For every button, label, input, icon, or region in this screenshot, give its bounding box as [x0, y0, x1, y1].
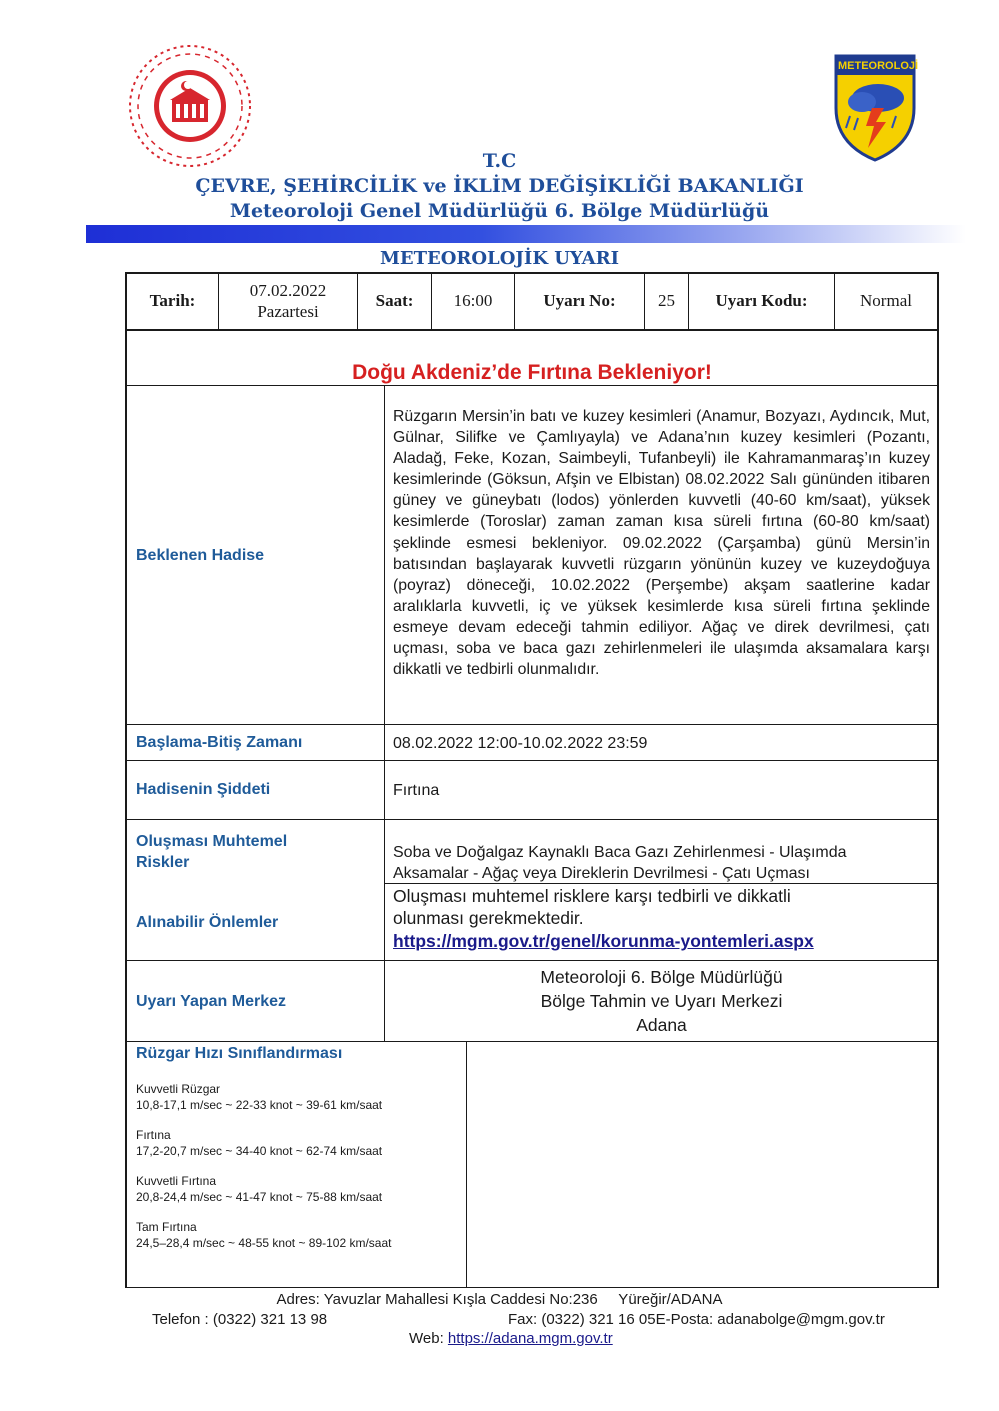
footer-web-label: Web: [409, 1330, 448, 1347]
document-title: METEOROLOJİK UYARI [379, 248, 619, 269]
warning-no-value: 25 [658, 291, 675, 310]
warning-no-label: Uyarı No: [543, 291, 616, 310]
header-ministry: ÇEVRE, ŞEHİRCİLİK ve İKLİM DEĞİŞİKLİĞİ BAKANLIĞI [195, 175, 804, 197]
footer-address: Adres: Yavuzlar Mahallesi Kışla Caddesi No:236 Yüreğir/ADANA [276, 1291, 723, 1308]
time-label: Saat: [375, 291, 414, 310]
wind-item-name: Kuvvetli Fırtına [136, 1174, 217, 1188]
footer-web [409, 1330, 613, 1347]
expected-event-label: Beklenen Hadise [136, 547, 265, 564]
center-name-line3: Adana [636, 1015, 687, 1035]
start-end-value: 08.02.2022 12:00-10.02.2022 23:59 [393, 735, 648, 752]
footer-web-link[interactable]: https://adana.mgm.gov.tr [447, 1330, 613, 1347]
header-tc: T.C [482, 150, 517, 172]
wind-item-name: Tam Fırtına [136, 1220, 197, 1234]
meteoroloji-logo-text: METEOROLOJİ [838, 60, 919, 72]
wind-item-name: Fırtına [136, 1128, 171, 1142]
center-label: Uyarı Yapan Merkez [136, 993, 287, 1010]
meteoroloji-logo [832, 52, 918, 162]
footer-phone: Telefon : (0322) 321 13 98 [152, 1311, 328, 1328]
wind-item-range: 20,8-24,4 m/sec ~ 41-47 knot ~ 75-88 km/saat [136, 1190, 383, 1204]
date-value: 07.02.2022 [249, 281, 327, 300]
warning-headline: Doğu Akdeniz’de Fırtına Bekleniyor! [352, 361, 712, 384]
day-value: Pazartesi [257, 302, 319, 321]
warning-code-label: Uyarı Kodu: [715, 291, 808, 310]
expected-event-text: Rüzgarın Mersin’in batı ve kuzey kesimleri (Anamur, Bozyazı, Aydıncık, Mut, Gülnar, Silifke ve Çamlıyayla) ve Adana’nın kuzey kesimleri (Pozantı, Aladağ, Feke, Kozan, Saimbeyli, Tufanbeyli) ile Kahramanmaraş’ın kuzey kesimlerinde (Göksun, Afşin ve Elbistan) 08.02.2022 Salı gününden itibaren güney ve güneybatı (lodos) yönlerden kuvvetli (40-60 km/saat), yüksek kesimlerde (Toroslar) zaman zaman kısa süreli fırtına (60-80 km/saat) şeklinde esmesi bekleniyor. 09.02.2022 (Çarşamba) günü Mersin’in batısından başlayarak kuvvetli rüzgarın yönünün kuzey ve kuzeydoğuya (poyraz) döneceği, 10.02.2022 (Perşembe) akşam saatlerine kadar aralıklarla kuvvetli, iç ve yüksek kesimlerde kısa süreli fırtına şeklinde esmeye devam edeceği tahmin ediliyor. Ağaç ve direk devrilmesi, çatı uçması, soba ve baca gazı zehirlenmeleri ile ulaşımda aksamalara karşı dikkatli ve tedbirli olunmalıdır. [393, 408, 930, 679]
measures-value: Oluşması muhtemel risklere karşı tedbirli ve dikkatli olunması gerekmektedir. [393, 886, 791, 928]
wind-item-range: 17,2-20,7 m/sec ~ 34-40 knot ~ 62-74 km/saat [136, 1144, 383, 1158]
center-name-line2: Bölge Tahmin ve Uyarı Merkezi [540, 991, 783, 1011]
wind-scale-title: Rüzgar Hızı Sınıflandırması [136, 1045, 343, 1062]
start-end-label: Başlama-Bitiş Zamanı [136, 734, 303, 751]
measures-label: Alınabilir Önlemler [136, 914, 279, 931]
header-divider-bar [86, 225, 966, 243]
protection-methods-link[interactable]: https://mgm.gov.tr/genel/korunma-yontemleri.aspx [393, 931, 814, 951]
wind-item-range: 10,8-17,1 m/sec ~ 22-33 knot ~ 39-61 km/saat [136, 1098, 383, 1112]
center-name-line1: Meteoroloji 6. Bölge Müdürlüğü [540, 967, 783, 987]
warning-code-value: Normal [860, 291, 912, 310]
risks-label-line2: Riskler [136, 854, 190, 871]
time-value: 16:00 [453, 291, 493, 310]
footer-fax-email: Fax: (0322) 321 16 05E-Posta: adanabolge@mgm.gov.tr [508, 1311, 885, 1328]
risks-label-line1: Oluşması Muhtemel [136, 833, 288, 850]
risks-value: Soba ve Doğalgaz Kaynaklı Baca Gazı Zehirlenmesi - Ulaşımda Aksamalar - Ağaç veya Direklerin Devrilmesi - Çatı Uçması [393, 844, 847, 882]
severity-label: Hadisenin Şiddeti [136, 781, 271, 798]
severity-value: Fırtına [393, 782, 440, 799]
header-directorate: Meteoroloji Genel Müdürlüğü 6. Bölge Müdürlüğü [229, 200, 770, 222]
wind-item-range: 24,5–28,4 m/sec ~ 48-55 knot ~ 89-102 km/saat [136, 1236, 392, 1250]
date-label: Tarih: [149, 291, 196, 310]
wind-item-name: Kuvvetli Rüzgar [136, 1082, 221, 1096]
